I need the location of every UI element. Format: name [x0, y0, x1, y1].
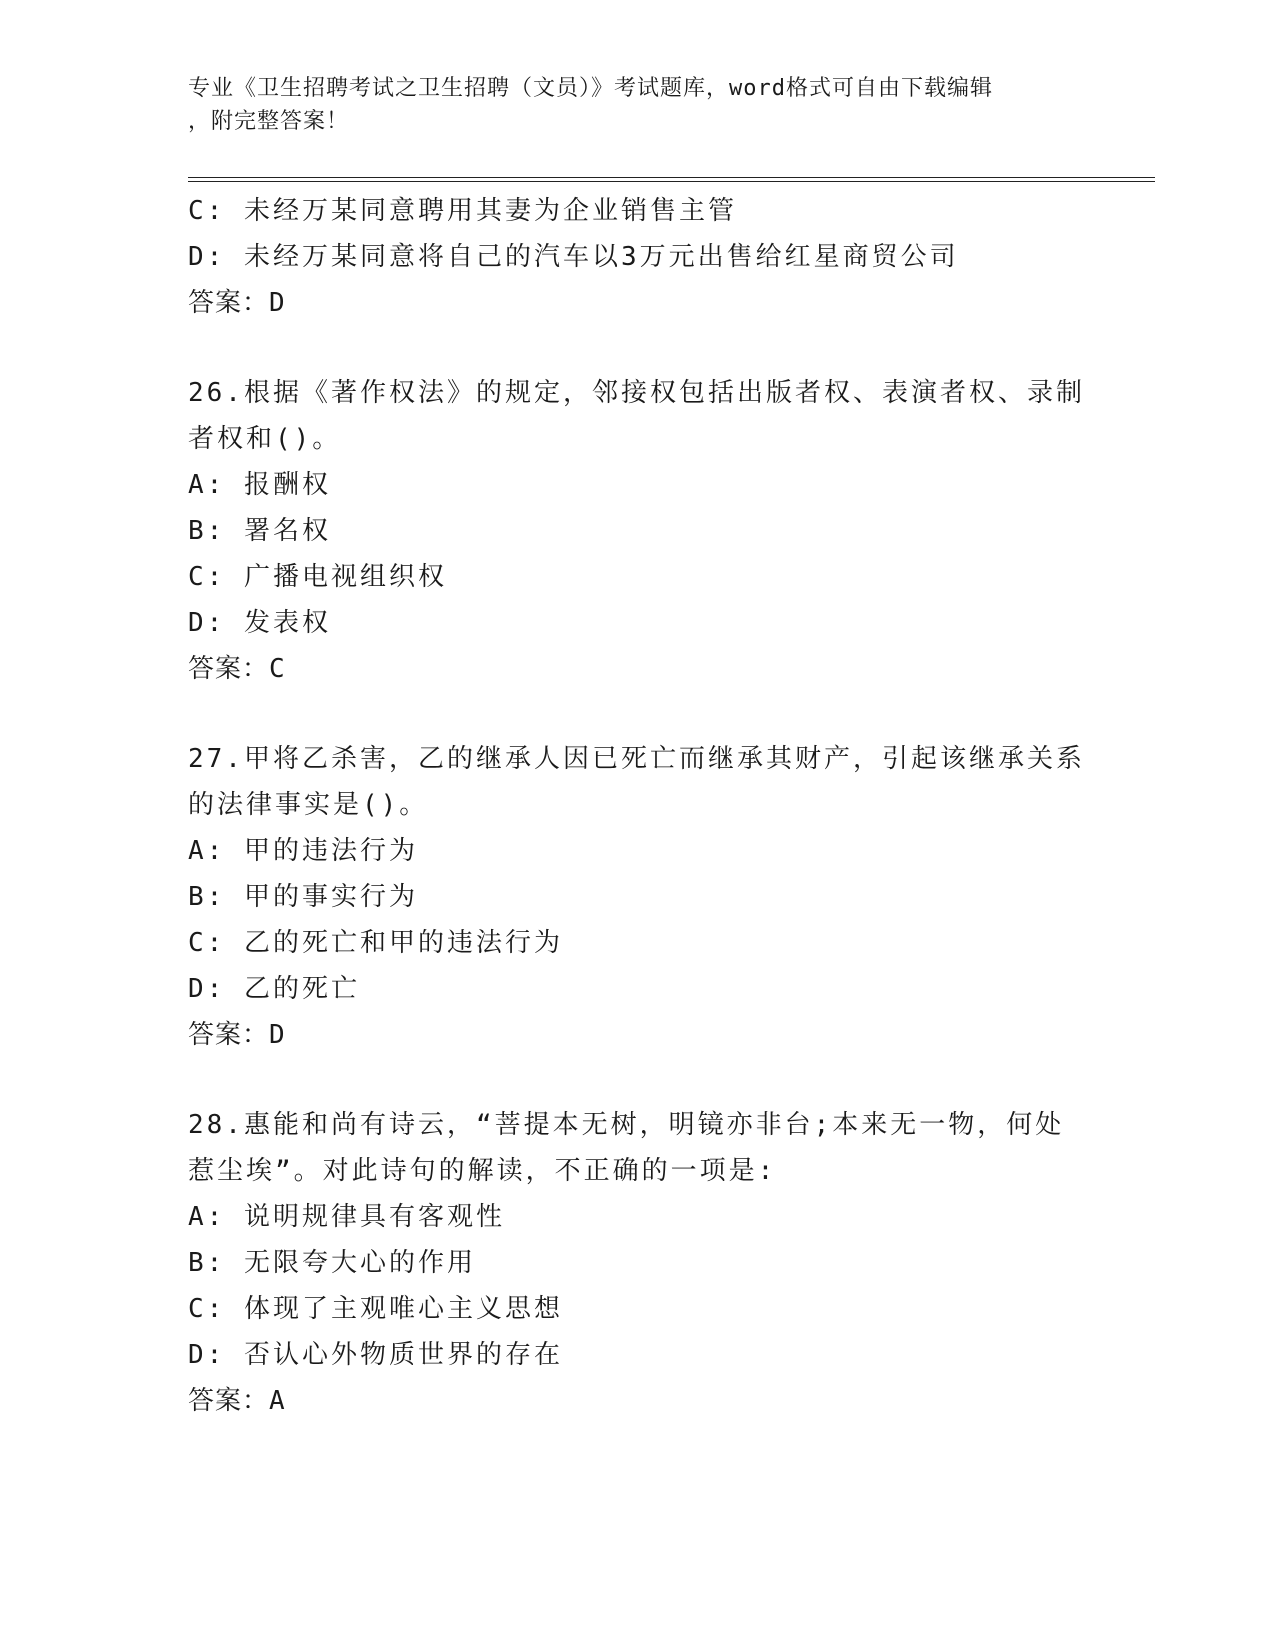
option-c: C: 广播电视组织权 [188, 562, 447, 592]
question-stem-line-2: 者权和()。 [188, 424, 342, 454]
question-28 [188, 1102, 1088, 1424]
option-a: A: 甲的违法行为 [188, 836, 418, 866]
answer-value: C [269, 654, 286, 684]
option-c: C: 体现了主观唯心主义思想 [188, 1294, 563, 1324]
question-26 [188, 370, 1088, 692]
option-c: C: 未经万某同意聘用其妻为企业销售主管 [188, 196, 737, 226]
answer-line [188, 646, 1088, 692]
answer-line [188, 280, 1088, 326]
answer-value: A [269, 1386, 286, 1416]
previous-question-tail [188, 188, 1088, 326]
question-stem-line-2: 的法律事实是()。 [188, 790, 429, 820]
option-d: D: 发表权 [188, 608, 331, 638]
answer-value: D [269, 288, 286, 318]
option-d: D: 未经万某同意将自己的汽车以3万元出售给红星商贸公司 [188, 242, 959, 272]
header-divider [188, 177, 1155, 182]
question-stem-line-2: 惹尘埃”。对此诗句的解读，不正确的一项是: [188, 1156, 777, 1186]
spacer [188, 692, 1088, 736]
spacer [188, 326, 1088, 370]
question-27 [188, 736, 1088, 1058]
question-stem-line-1: 26.根据《著作权法》的规定，邻接权包括出版者权、表演者权、录制 [188, 378, 1085, 408]
question-stem-line-1: 28.惠能和尚有诗云，“菩提本无树，明镜亦非台;本来无一物，何处 [188, 1110, 1065, 1140]
option-a: A: 报酬权 [188, 470, 331, 500]
option-b: B: 甲的事实行为 [188, 882, 418, 912]
spacer [188, 1058, 1088, 1102]
header-line-2: ，附完整答案！ [188, 109, 350, 134]
answer-label: 答案： [188, 288, 270, 318]
option-a: A: 说明规律具有客观性 [188, 1202, 505, 1232]
option-d: D: 乙的死亡 [188, 974, 360, 1004]
header-line-1: 专业《卫生招聘考试之卫生招聘（文员）》考试题库，word格式可自由下载编辑 [188, 76, 993, 101]
page-header [188, 72, 1068, 138]
answer-value: D [269, 1020, 286, 1050]
document-body [188, 188, 1088, 1424]
option-b: B: 无限夸大心的作用 [188, 1248, 476, 1278]
option-d: D: 否认心外物质世界的存在 [188, 1340, 563, 1370]
question-stem-line-1: 27.甲将乙杀害，乙的继承人因已死亡而继承其财产，引起该继承关系 [188, 744, 1085, 774]
answer-label: 答案： [188, 1020, 270, 1050]
answer-label: 答案： [188, 654, 270, 684]
answer-line [188, 1012, 1088, 1058]
answer-line [188, 1378, 1088, 1424]
option-b: B: 署名权 [188, 516, 331, 546]
answer-label: 答案： [188, 1386, 270, 1416]
option-c: C: 乙的死亡和甲的违法行为 [188, 928, 563, 958]
